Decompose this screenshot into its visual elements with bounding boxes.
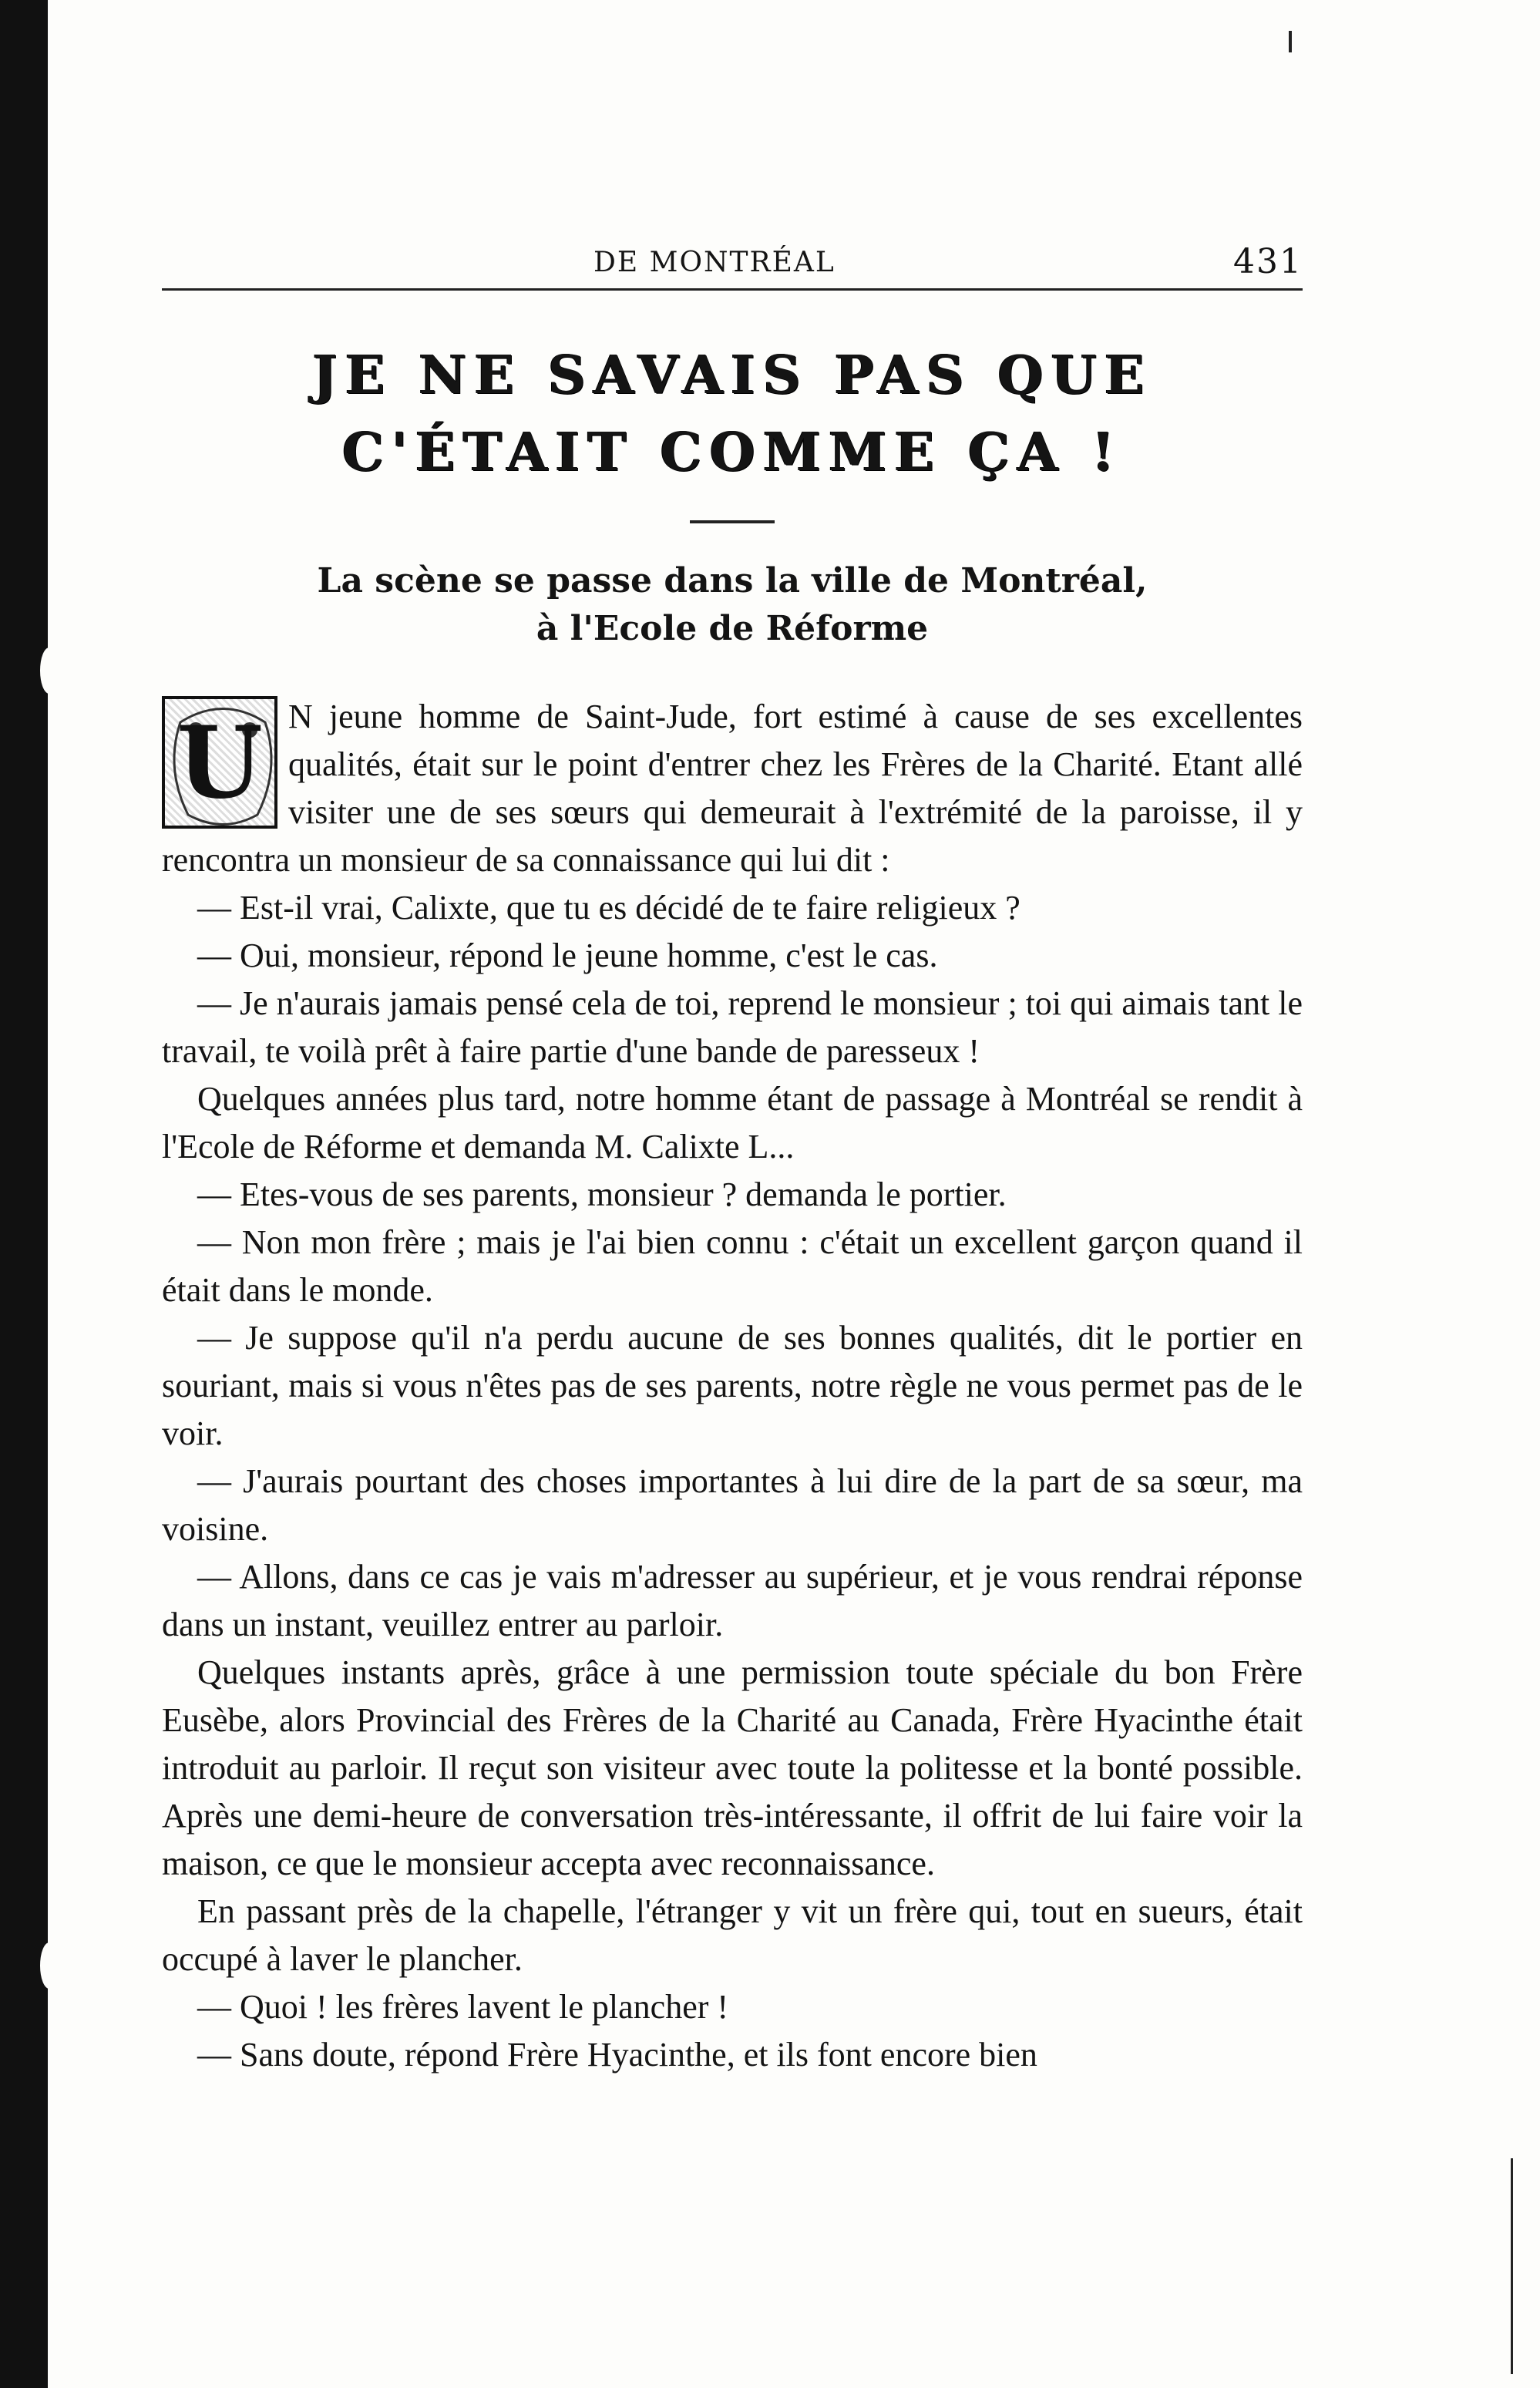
paragraph: — Je suppose qu'il n'a perdu aucune de ses bonnes qualités, dit le portier en souriant, mais si vous n'êtes pas de ses parents, notre règle ne vous permet pas de le voir. (162, 1319, 1303, 1452)
paragraph: — Oui, monsieur, répond le jeune homme, c'est le cas. (197, 937, 938, 974)
title-divider (690, 520, 775, 523)
paragraph: — Sans doute, répond Frère Hyacinthe, et ils font encore bien (197, 2036, 1037, 2074)
spine-notch (40, 1942, 59, 1989)
header-rule (162, 288, 1303, 291)
paragraph: — J'aurais pourtant des choses importantes à lui dire de la part de sa sœur, ma voisine. (162, 1462, 1303, 1548)
running-head (162, 231, 1303, 285)
chapter-subtitle (162, 557, 1303, 653)
paragraph: — Quoi ! les frères lavent le plancher ! (197, 1988, 729, 2026)
paragraph: — Est-il vrai, Calixte, que tu es décidé de te faire religieux ? (197, 889, 1021, 927)
paragraph: — Allons, dans ce cas je vais m'adresser au supérieur, et je vous rendrai réponse dans un instant, veuillez entrer au parloir. (162, 1558, 1303, 1643)
chapter-title: JE NE SAVAIS PAS QUE C'ÉTAIT COMME ÇA ! (312, 345, 1152, 483)
subtitle-line: à l'Ecole de Réforme (536, 609, 929, 648)
spine-notch (40, 647, 59, 694)
edge-mark (1511, 2158, 1513, 2374)
page-number: 431 (1233, 242, 1303, 281)
book-spine-shadow (0, 0, 48, 2388)
paragraph: Quelques instants après, grâce à une permission toute spéciale du bon Frère Eusèbe, alors Provincial des Frères de la Charité au Canada, Frère Hyacinthe était introduit au parloir. Il reçut son visiteur avec toute la politesse et la bonté possible. Après une demi-heure de conversation très-intéressante, il offrit de lui faire voir la maison, ce que le monsieur accepta avec reconnaissance. (162, 1653, 1303, 1882)
paragraph: Quelques années plus tard, notre homme étant de passage à Montréal se rendit à l'Ecole de Réforme et demanda M. Calixte L... (162, 1080, 1303, 1165)
edge-mark (1289, 31, 1292, 52)
paragraph: — Etes-vous de ses parents, monsieur ? demanda le portier. (197, 1176, 1007, 1213)
body-text (162, 693, 1303, 2079)
paragraph: — Je n'aurais jamais pensé cela de toi, reprend le monsieur ; toi qui aimais tant le travail, te voilà prêt à faire partie d'une bande de paresseux ! (162, 984, 1303, 1070)
dropcap-letter: U (177, 705, 263, 821)
running-title: DE MONTRÉAL (593, 247, 836, 278)
paragraph: — Non mon frère ; mais je l'ai bien connu : c'était un excellent garçon quand il était dans le monde. (162, 1223, 1303, 1309)
book-page (162, 231, 1303, 2079)
paragraph: N jeune homme de Saint-Jude, fort estimé à cause de ses excellentes qualités, était sur le point d'entrer chez les Frères de la Charité. Etant allé visiter une de ses sœurs qui demeurait à l'extrémité de la paroisse, il y rencontra un monsieur de sa connaissance qui lui dit : (162, 698, 1303, 879)
paragraph: En passant près de la chapelle, l'étranger y vit un frère qui, tout en sueurs, était occupé à laver le plancher. (162, 1892, 1303, 1978)
subtitle-line: La scène se passe dans la ville de Montréal, (317, 561, 1148, 600)
ornamental-dropcap (162, 696, 277, 829)
